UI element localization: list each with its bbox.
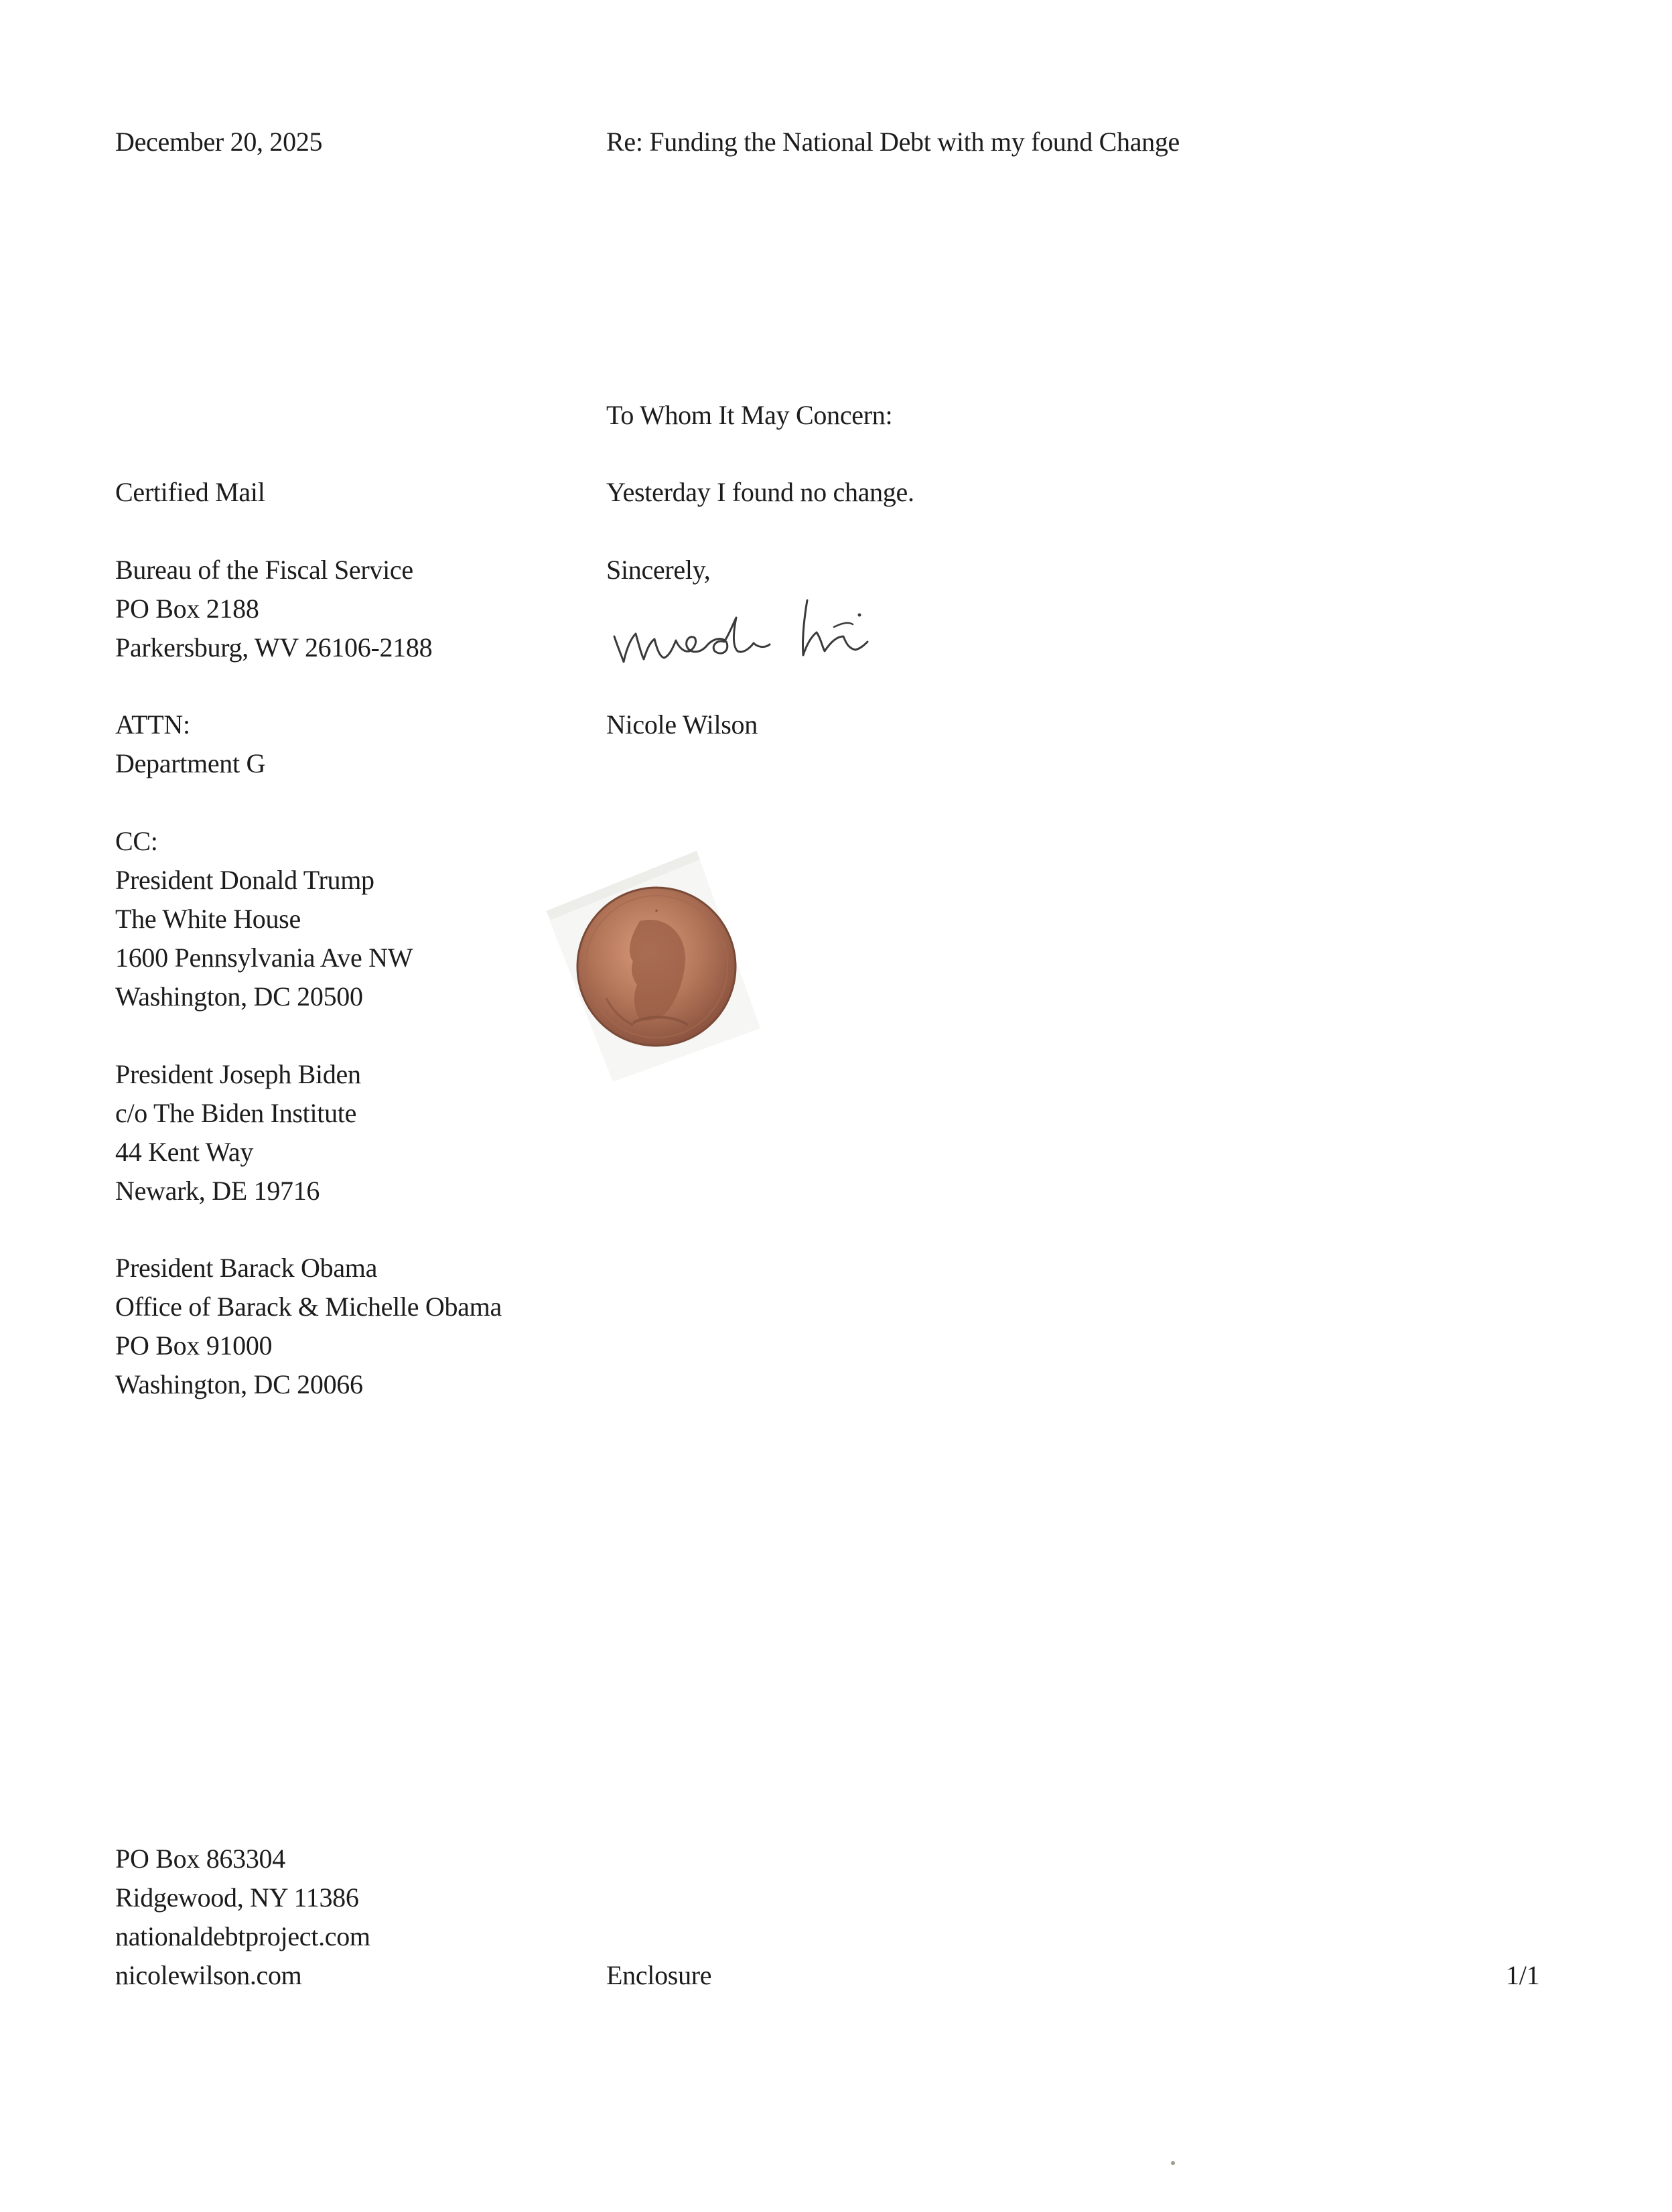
scan-speck — [1171, 2161, 1175, 2165]
closing: Sincerely, — [606, 555, 711, 585]
delivery-method: Certified Mail — [115, 477, 265, 507]
attn-label: ATTN: — [115, 709, 190, 740]
address-line: Parkersburg, WV 26106-2188 — [115, 632, 433, 663]
svg-text:•: • — [654, 906, 658, 917]
cc-line: 44 Kent Way — [115, 1137, 254, 1167]
address-line: Bureau of the Fiscal Service — [115, 555, 413, 585]
sender-line: PO Box 863304 — [115, 1844, 285, 1874]
enclosure-label: Enclosure — [606, 1960, 712, 1990]
cc-line: Washington, DC 20500 — [115, 981, 363, 1012]
address-line: PO Box 2188 — [115, 594, 259, 624]
cc-line: President Joseph Biden — [115, 1059, 361, 1089]
cc-line: 1600 Pennsylvania Ave NW — [115, 943, 413, 973]
cc-label: CC: — [115, 826, 158, 856]
letter-date: December 20, 2025 — [115, 127, 323, 157]
cc-line: President Donald Trump — [115, 865, 374, 895]
page-number: 1/1 — [1506, 1960, 1540, 1990]
sender-line: Ridgewood, NY 11386 — [115, 1882, 359, 1913]
cc-recipient — [115, 1249, 502, 1404]
sender-address — [115, 1840, 370, 1995]
attn-block — [115, 705, 265, 783]
sender-website[interactable]: nationaldebtproject.com — [115, 1921, 370, 1951]
cc-block — [115, 822, 413, 1016]
recipient-address — [115, 551, 432, 667]
attn-value: Department G — [115, 748, 266, 778]
cc-line: Office of Barack & Michelle Obama — [115, 1292, 502, 1322]
cc-line: The White House — [115, 904, 301, 934]
cc-line: PO Box 91000 — [115, 1330, 273, 1361]
sender-website[interactable]: nicolewilson.com — [115, 1960, 302, 1990]
cc-line: Newark, DE 19716 — [115, 1176, 320, 1206]
cc-recipient — [115, 1055, 361, 1211]
signature-icon — [606, 590, 928, 677]
subject-line: Re: Funding the National Debt with my found Change — [606, 127, 1180, 157]
cc-line: President Barack Obama — [115, 1253, 378, 1283]
cc-line: c/o The Biden Institute — [115, 1098, 357, 1128]
signer-name: Nicole Wilson — [606, 709, 758, 740]
salutation: To Whom It May Concern: — [606, 400, 893, 430]
cc-line: Washington, DC 20066 — [115, 1369, 363, 1399]
body-text: Yesterday I found no change. — [606, 477, 914, 507]
penny-coin-icon — [533, 847, 774, 1089]
